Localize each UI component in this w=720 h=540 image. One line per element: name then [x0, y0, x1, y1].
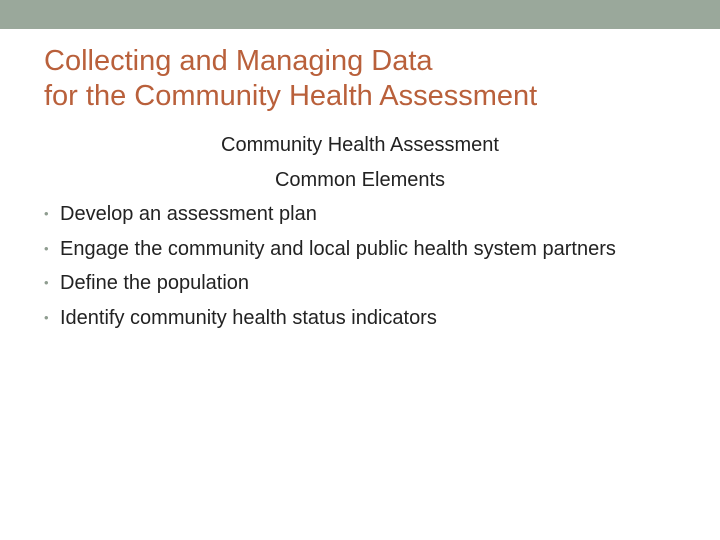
slide-title: [44, 44, 694, 114]
top-accent-bar: [0, 0, 720, 29]
bullet-text: Develop an assessment plan: [60, 203, 317, 225]
bullet-text: Engage the community and local public health system partners: [60, 237, 616, 260]
bullet-dot-icon: •: [44, 240, 49, 256]
bullet-item: [44, 271, 684, 295]
bullet-item: [44, 202, 684, 226]
subheading-line-2: Common Elements: [274, 169, 446, 191]
bullet-dot-icon: •: [44, 309, 49, 325]
slide-title-line-2: for the Community Health Assessment: [44, 80, 538, 112]
slide-title-line-1: Collecting and Managing Data: [44, 45, 433, 77]
bullet-text: Define the population: [60, 272, 250, 294]
bullet-dot-icon: •: [44, 275, 49, 290]
bullet-dot-icon: •: [44, 206, 49, 221]
bullet-text: Identify community health status indicators: [60, 306, 437, 329]
bullet-list: [44, 202, 684, 340]
subheading-line-1: Community Health Assessment: [221, 134, 499, 156]
bullet-item: [44, 306, 684, 330]
bullet-item: [44, 237, 684, 261]
